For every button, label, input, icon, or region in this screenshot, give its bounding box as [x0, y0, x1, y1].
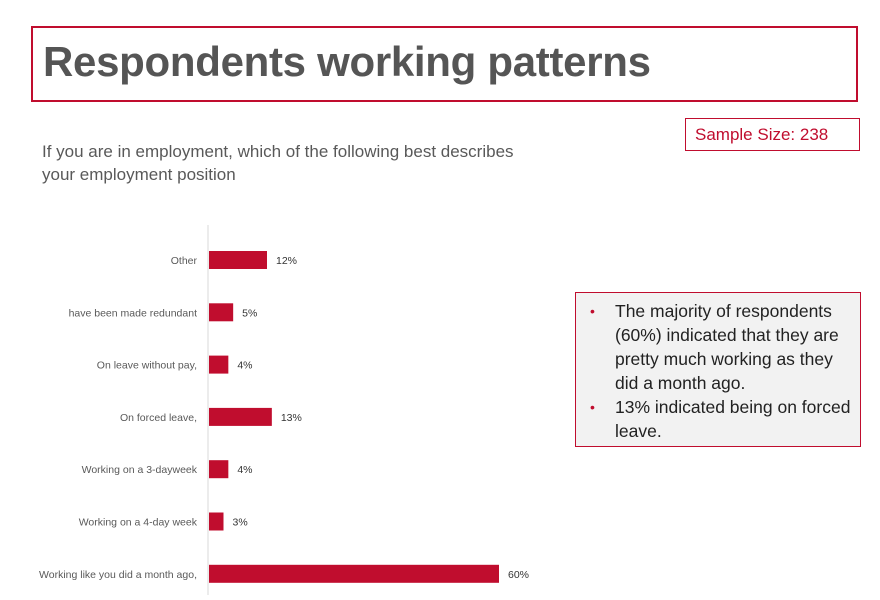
bullet-icon: •: [590, 303, 595, 319]
bar: [209, 513, 224, 531]
category-label: Working on a 4-day week: [78, 516, 197, 529]
value-label: 60%: [508, 568, 530, 581]
value-label: 13%: [280, 411, 302, 424]
category-label: Working like you did a month ago,: [39, 568, 197, 581]
bar: [209, 356, 228, 374]
note-text: The majority of respondents (60%) indicated that they are pretty much working as they did a month ago.: [615, 301, 839, 393]
note-item: [582, 299, 852, 395]
bar: [209, 251, 267, 269]
title-box: [31, 26, 858, 102]
bar: [209, 303, 233, 321]
value-label: 12%: [276, 255, 298, 267]
note-item: [582, 395, 852, 443]
value-label: 4%: [237, 359, 253, 372]
category-label: On forced leave,: [119, 411, 197, 424]
bar: [209, 460, 228, 478]
category-label: Other: [170, 255, 197, 267]
category-label: have been made redundant: [68, 307, 197, 320]
value-label: 4%: [237, 464, 253, 477]
value-label: 5%: [242, 307, 258, 320]
bar: [209, 408, 272, 426]
survey-question: If you are in employment, which of the following best describes your employment position: [42, 142, 514, 184]
bullet-icon: •: [590, 399, 595, 415]
notes-box: [575, 292, 861, 447]
sample-size-badge: Sample Size: 238: [685, 118, 860, 151]
note-text: 13% indicated being on forced leave.: [615, 397, 851, 441]
bar-chart-svg: [0, 225, 560, 595]
category-label: On leave without pay,: [96, 359, 197, 372]
bar-chart: [0, 225, 560, 600]
category-label: Working on a 3-dayweek: [81, 464, 197, 477]
value-label: 3%: [232, 516, 248, 529]
page-title: Respondents working patterns: [43, 38, 651, 85]
bar: [209, 565, 499, 583]
